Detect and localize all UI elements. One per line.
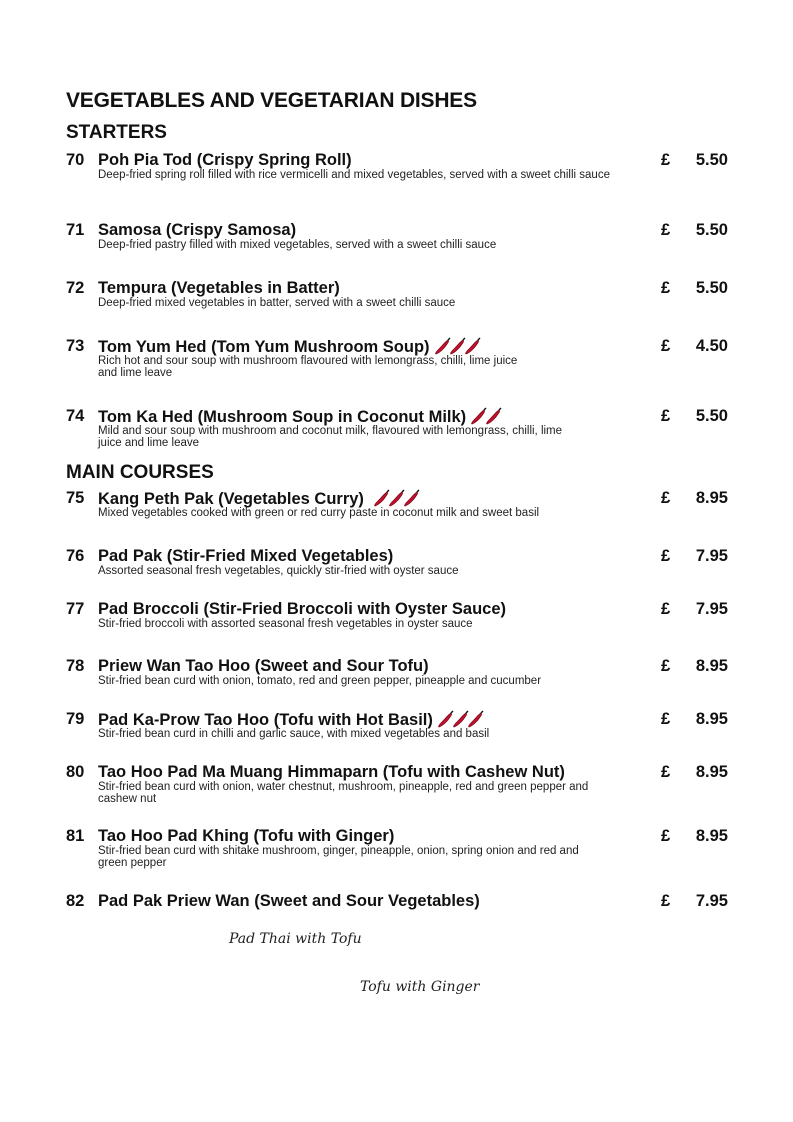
currency-symbol: £ — [661, 763, 671, 781]
item-name: Pad Pak Priew Wan (Sweet and Sour Vegetables) — [98, 892, 480, 910]
menu-item — [66, 407, 728, 449]
chilli-icon — [485, 407, 502, 425]
item-description: Stir-fried bean curd with shitake mushroom, ginger, pineapple, onion, spring onion and red and green pepper — [98, 845, 579, 869]
chilli-icon — [464, 337, 481, 355]
item-name: Pad Broccoli (Stir-Fried Broccoli with Oyster Sauce) — [98, 600, 507, 618]
item-name: Pad Ka-Prow Tao Hoo (Tofu with Hot Basil) — [98, 710, 482, 733]
item-price: 5.50 — [695, 407, 728, 425]
item-price: 8.95 — [695, 657, 728, 675]
chilli-icon-group — [373, 489, 418, 512]
currency-symbol: £ — [661, 279, 671, 297]
menu-item — [66, 657, 728, 687]
item-description: Mixed vegetables cooked with green or red curry paste in coconut milk and sweet basil — [98, 507, 540, 519]
item-name: Kang Peth Pak (Vegetables Curry) — [98, 489, 418, 512]
item-number: 73 — [66, 337, 85, 355]
item-price: 7.95 — [695, 892, 728, 910]
item-description: Deep-fried spring roll filled with rice vermicelli and mixed vegetables, served with a sweet chilli sauce — [98, 169, 610, 181]
item-number: 75 — [66, 489, 85, 507]
menu-item — [66, 337, 728, 379]
item-price: 5.50 — [695, 279, 728, 297]
item-description: Deep-fried pastry filled with mixed vegetables, served with a sweet chilli sauce — [98, 239, 497, 251]
item-price: 5.50 — [695, 221, 728, 239]
currency-symbol: £ — [661, 892, 671, 910]
item-name: Pad Pak (Stir-Fried Mixed Vegetables) — [98, 547, 394, 565]
chilli-icon — [467, 710, 484, 728]
currency-symbol: £ — [661, 489, 671, 507]
section-heading-starters: STARTERS — [66, 122, 167, 143]
photo-caption-pad-thai: Pad Thai with Tofu — [229, 931, 362, 947]
currency-symbol: £ — [661, 657, 671, 675]
menu-item — [66, 151, 728, 181]
item-description: Rich hot and sour soup with mushroom flavoured with lemongrass, chilli, lime juice and lime leave — [98, 355, 518, 379]
item-price: 5.50 — [695, 151, 728, 169]
item-name: Tom Yum Hed (Tom Yum Mushroom Soup) — [98, 337, 479, 360]
item-number: 77 — [66, 600, 85, 618]
menu-item — [66, 221, 728, 251]
item-name: Priew Wan Tao Hoo (Sweet and Sour Tofu) — [98, 657, 429, 675]
item-name: Tom Ka Hed (Mushroom Soup in Coconut Milk) — [98, 407, 500, 430]
chilli-icon-group — [470, 407, 500, 430]
menu-item — [66, 710, 728, 740]
item-number: 71 — [66, 221, 85, 239]
item-number: 70 — [66, 151, 85, 169]
page-title: VEGETABLES AND VEGETARIAN DISHES — [66, 89, 477, 112]
item-description: Stir-fried bean curd with onion, water chestnut, mushroom, pineapple, red and green pepper and cashew nut — [98, 781, 589, 805]
item-name: Tao Hoo Pad Ma Muang Himmaparn (Tofu with Cashew Nut) — [98, 763, 565, 781]
menu-item — [66, 763, 728, 805]
chilli-icon-group — [437, 710, 482, 733]
currency-symbol: £ — [661, 221, 671, 239]
item-name: Samosa (Crispy Samosa) — [98, 221, 297, 239]
item-price: 4.50 — [695, 337, 728, 355]
item-number: 79 — [66, 710, 85, 728]
chilli-icon-group — [434, 337, 479, 360]
menu-item — [66, 279, 728, 309]
section-heading-main-courses: MAIN COURSES — [66, 462, 214, 483]
item-price: 8.95 — [695, 710, 728, 728]
item-name: Tempura (Vegetables in Batter) — [98, 279, 340, 297]
currency-symbol: £ — [661, 151, 671, 169]
item-description: Stir-fried bean curd in chilli and garlic sauce, with mixed vegetables and basil — [98, 728, 490, 740]
item-number: 72 — [66, 279, 85, 297]
menu-item — [66, 892, 728, 914]
currency-symbol: £ — [661, 600, 671, 618]
photo-caption-tofu-ginger: Tofu with Ginger — [360, 979, 480, 995]
currency-symbol: £ — [661, 407, 671, 425]
menu-item — [66, 827, 728, 869]
item-description: Stir-fried bean curd with onion, tomato, red and green pepper, pineapple and cucumber — [98, 675, 542, 687]
item-price: 8.95 — [695, 489, 728, 507]
menu-item — [66, 489, 728, 519]
item-number: 74 — [66, 407, 85, 425]
item-description: Deep-fried mixed vegetables in batter, served with a sweet chilli sauce — [98, 297, 456, 309]
item-description: Stir-fried broccoli with assorted seasonal fresh vegetables in oyster sauce — [98, 618, 473, 630]
currency-symbol: £ — [661, 547, 671, 565]
item-price: 7.95 — [695, 547, 728, 565]
item-number: 80 — [66, 763, 85, 781]
item-name: Poh Pia Tod (Crispy Spring Roll) — [98, 151, 352, 169]
menu-item — [66, 547, 728, 577]
item-number: 78 — [66, 657, 85, 675]
currency-symbol: £ — [661, 337, 671, 355]
menu-item — [66, 600, 728, 630]
item-price: 8.95 — [695, 827, 728, 845]
chilli-icon — [403, 489, 420, 507]
item-description: Assorted seasonal fresh vegetables, quickly stir-fried with oyster sauce — [98, 565, 459, 577]
item-price: 8.95 — [695, 763, 728, 781]
item-number: 76 — [66, 547, 85, 565]
item-name: Tao Hoo Pad Khing (Tofu with Ginger) — [98, 827, 395, 845]
item-number: 82 — [66, 892, 85, 910]
item-description: Mild and sour soup with mushroom and coconut milk, flavoured with lemongrass, chilli, lime juice and lime leave — [98, 425, 563, 449]
currency-symbol: £ — [661, 827, 671, 845]
item-price: 7.95 — [695, 600, 728, 618]
item-number: 81 — [66, 827, 85, 845]
currency-symbol: £ — [661, 710, 671, 728]
